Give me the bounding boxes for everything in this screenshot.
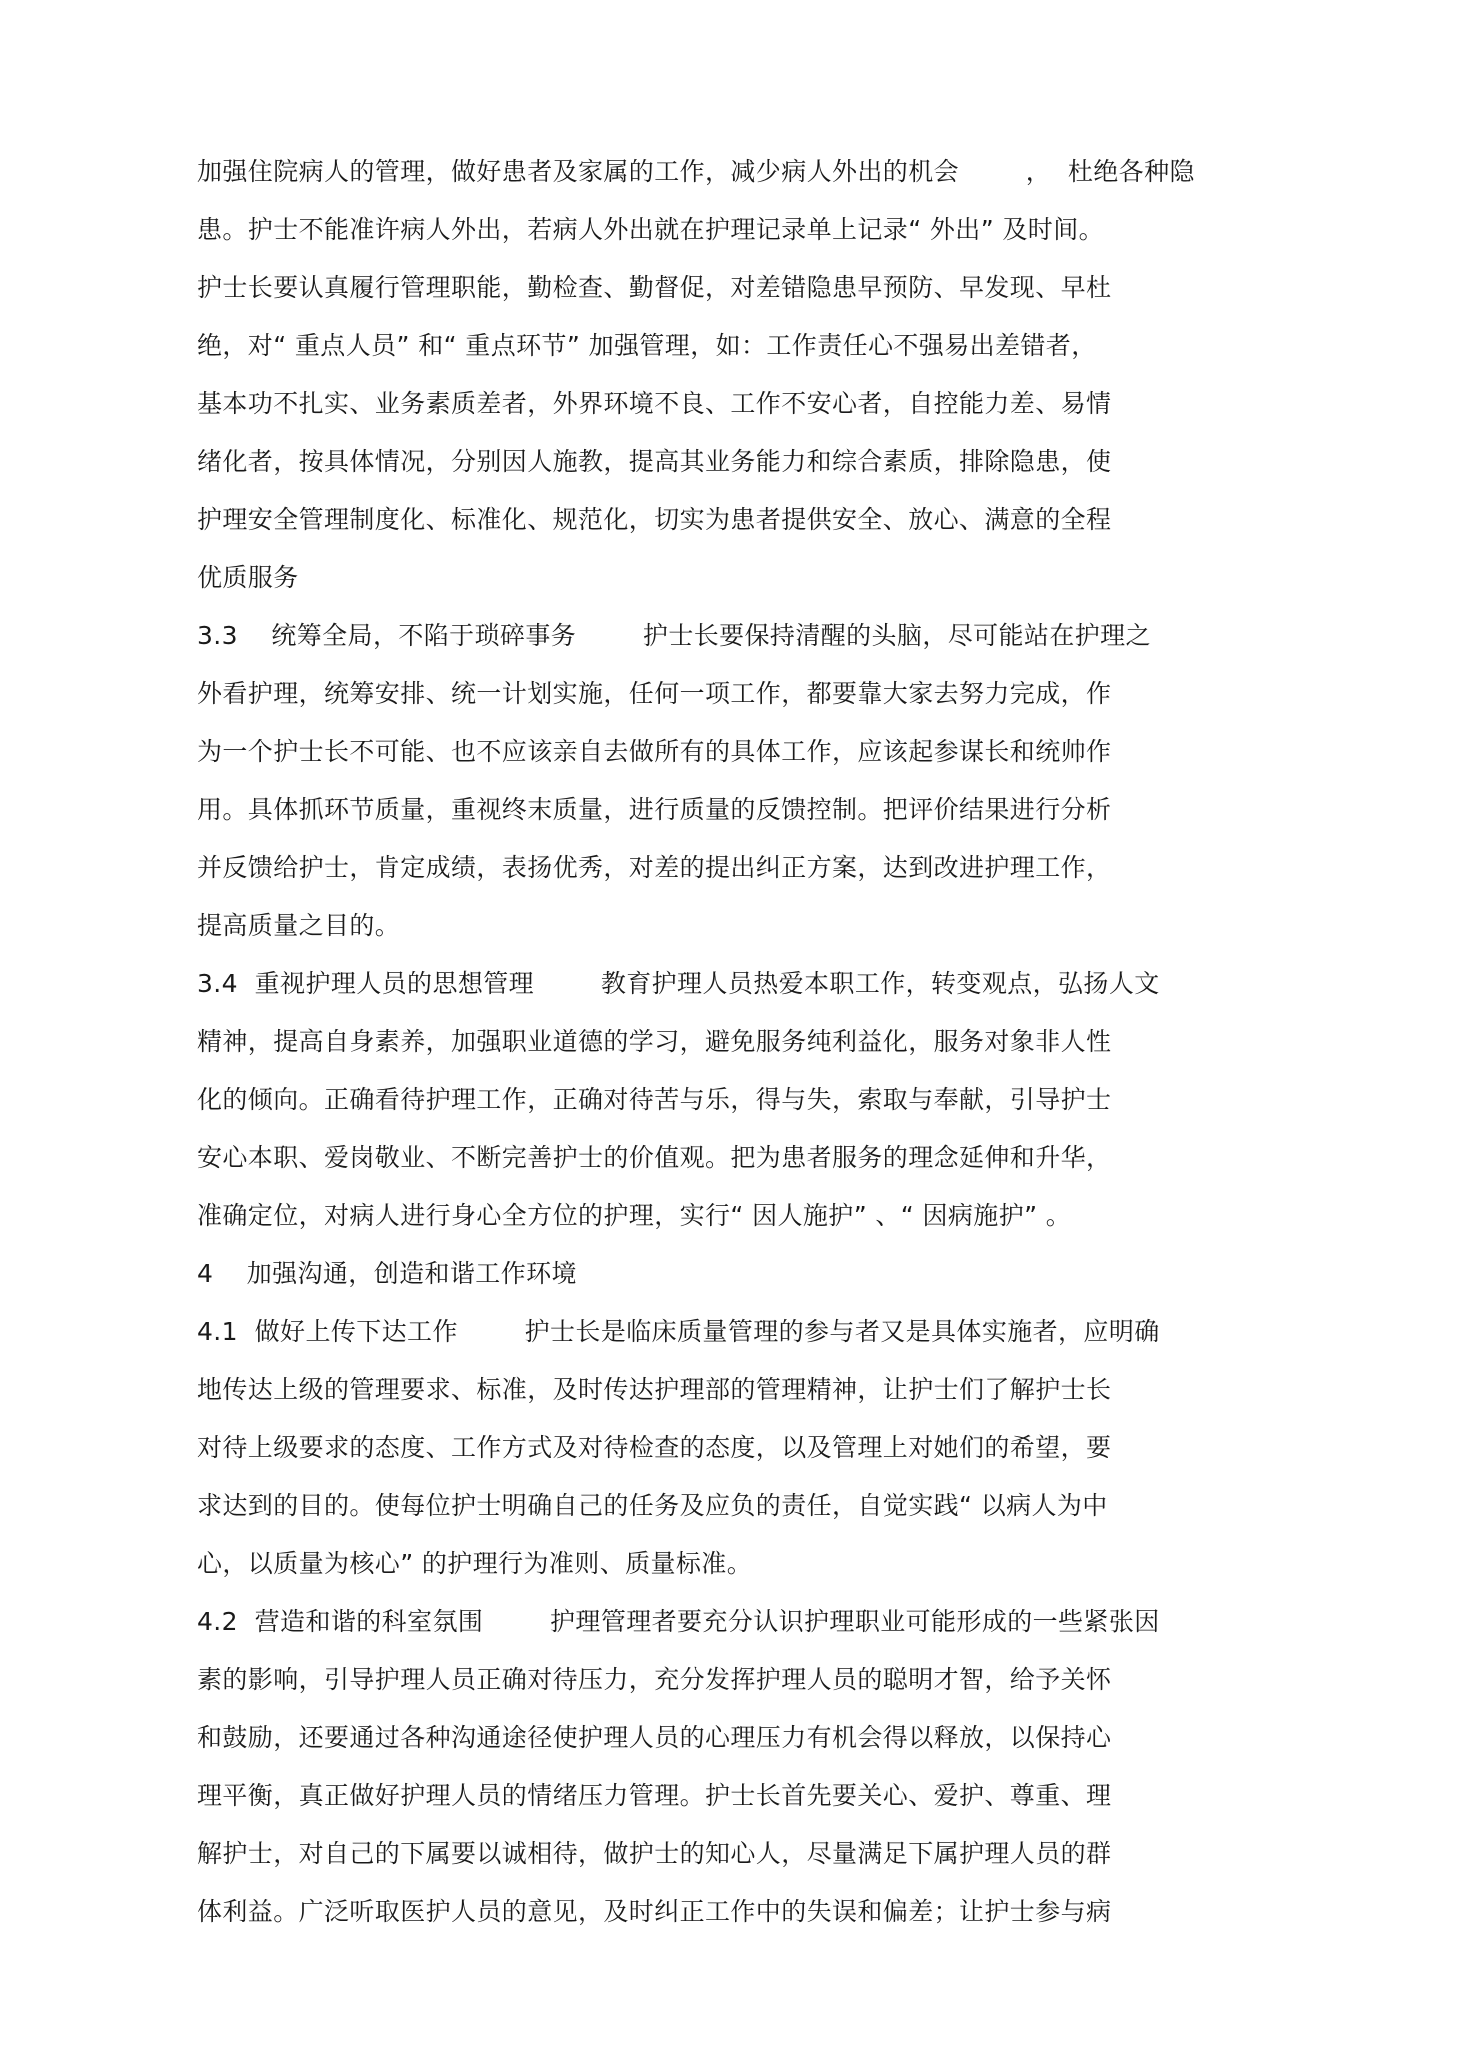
text-line: 为一个护士长不可能、也不应该亲自去做所有的具体工作，应该起参谋长和统帅作: [197, 737, 1112, 766]
text-line: 理平衡，真正做好护理人员的情绪压力管理。护士长首先要关心、爱护、尊重、理: [197, 1781, 1112, 1810]
text-line: 对待上级要求的态度、工作方式及对待检查的态度，以及管理上对她们的希望，要: [197, 1433, 1112, 1462]
document-body: [197, 150, 1277, 1948]
text-line: 患。护士不能准许病人外出，若病人外出就在护理记录单上记录“ 外出” 及时间。: [197, 215, 1104, 244]
section-heading-line: 3.4 重视护理人员的思想管理 教育护理人员热爱本职工作，转变观点，弘扬人文: [197, 969, 1160, 998]
section-heading-line: 4.2 营造和谐的科室氛围 护理管理者要充分认识护理职业可能形成的一些紧张因: [197, 1607, 1160, 1636]
text-line: 基本功不扎实、业务素质差者，外界环境不良、工作不安心者，自控能力差、易情: [197, 389, 1112, 418]
text-line: 和鼓励，还要通过各种沟通途径使护理人员的心理压力有机会得以释放，以保持心: [197, 1723, 1112, 1752]
text-line: 护士长要认真履行管理职能，勤检查、勤督促，对差错隐患早预防、早发现、早杜: [197, 273, 1112, 302]
text-line: 提高质量之目的。: [197, 911, 401, 940]
text-line: 精神，提高自身素养，加强职业道德的学习，避免服务纯利益化，服务对象非人性: [197, 1027, 1112, 1056]
text-line: 绝，对“ 重点人员” 和“ 重点环节” 加强管理，如：工作责任心不强易出差错者，: [197, 331, 1097, 360]
text-line: 并反馈给护士，肯定成绩，表扬优秀，对差的提出纠正方案，达到改进护理工作，: [197, 853, 1112, 882]
text-line: 化的倾向。正确看待护理工作，正确对待苦与乐，得与失，索取与奉献，引导护士: [197, 1085, 1112, 1114]
text-line: 护理安全管理制度化、标准化、规范化，切实为患者提供安全、放心、满意的全程: [197, 505, 1112, 534]
text-line: 素的影响，引导护理人员正确对待压力，充分发挥护理人员的聪明才智，给予关怀: [197, 1665, 1112, 1694]
section-heading-line: 4.1 做好上传下达工作 护士长是临床质量管理的参与者又是具体实施者，应明确: [197, 1317, 1160, 1346]
text-line: 外看护理，统筹安排、统一计划实施，任何一项工作，都要靠大家去努力完成，作: [197, 679, 1112, 708]
text-line: 用。具体抓环节质量，重视终末质量，进行质量的反馈控制。把评价结果进行分析: [197, 795, 1112, 824]
text-line: 准确定位，对病人进行身心全方位的护理，实行“ 因人施护” 、“ 因病施护” 。: [197, 1201, 1072, 1230]
text-line: 体利益。广泛听取医护人员的意见，及时纠正工作中的失误和偏差；让护士参与病: [197, 1897, 1112, 1926]
text-line: 安心本职、爱岗敬业、不断完善护士的价值观。把为患者服务的理念延伸和升华，: [197, 1143, 1112, 1172]
section-heading-line: 3.3 统筹全局，不陷于琐碎事务 护士长要保持清醒的头脑，尽可能站在护理之: [197, 621, 1151, 650]
text-line: 加强住院病人的管理，做好患者及家属的工作，减少病人外出的机会 ， 杜绝各种隐: [197, 157, 1195, 186]
text-line: 地传达上级的管理要求、标准，及时传达护理部的管理精神，让护士们了解护士长: [197, 1375, 1112, 1404]
text-line: 心，以质量为核心” 的护理行为准则、质量标准。: [197, 1549, 753, 1578]
text-line: 优质服务: [197, 563, 299, 592]
text-line: 解护士，对自己的下属要以诚相待，做护士的知心人，尽量满足下属护理人员的群: [197, 1839, 1112, 1868]
text-line: 求达到的目的。使每位护士明确自己的任务及应负的责任，自觉实践“ 以病人为中: [197, 1491, 1108, 1520]
section-heading-line: 4 加强沟通，创造和谐工作环境: [197, 1259, 577, 1288]
text-line: 绪化者，按具体情况，分别因人施教，提高其业务能力和综合素质，排除隐患，使: [197, 447, 1112, 476]
